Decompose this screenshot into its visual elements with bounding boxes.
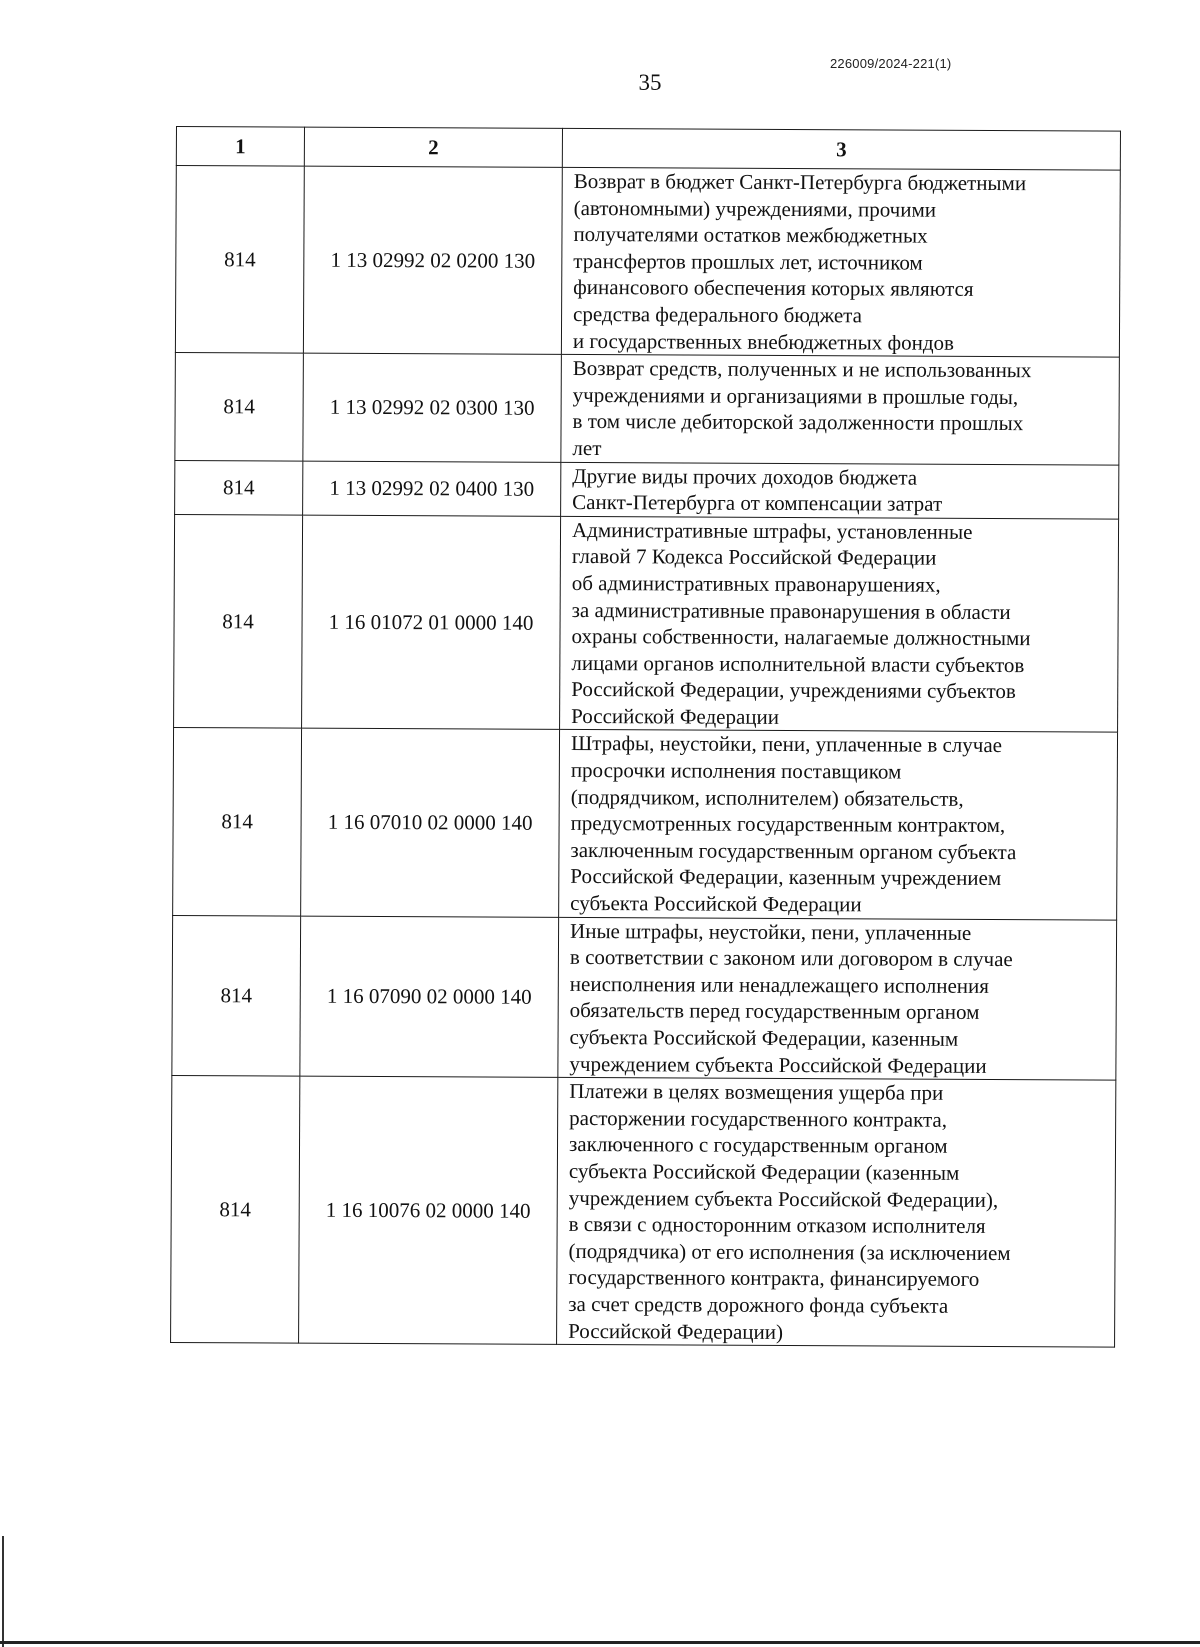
scan-edge-mark: [2, 1536, 4, 1647]
description-cell: Административные штрафы, установленные главой 7 Кодекса Российской Федерации об административных правонарушениях, за административные правонарушения в области охраны собственности, налагаемые должностными лицами органов исполнительной власти субъектов Российской Федерации, учреждениями субъектов Российской Федерации: [560, 516, 1119, 732]
admin-code-cell: 814: [173, 728, 302, 916]
admin-code-cell: 814: [175, 353, 304, 461]
table-row: [175, 353, 1120, 465]
page-number: 35: [638, 70, 662, 95]
revenue-code-cell: 1 16 07090 02 0000 140: [300, 916, 559, 1078]
column-header-1: 1: [176, 127, 304, 167]
revenue-code-cell: 1 13 02992 02 0200 130: [303, 166, 562, 354]
scan-bottom-edge: [0, 1641, 1200, 1644]
table-row: [171, 1076, 1116, 1348]
revenue-code-cell: 1 16 01072 01 0000 140: [302, 515, 561, 730]
table-row: [175, 460, 1119, 519]
table-row: [173, 728, 1118, 920]
description-cell: Иные штрафы, неустойки, пени, уплаченные в соответствии с законом или договором в случае неисполнения или ненадлежащего исполнения обязательств перед государственным органом субъекта Российской Федерации, казенным учреждением субъекта Российской Федерации: [558, 917, 1117, 1080]
description-cell: Возврат в бюджет Санкт-Петербурга бюджетными (автономными) учреждениями, прочими получателями остатков межбюджетных трансфертов прошлых лет, источником финансового обеспечения которых являются средства федерального бюджета и государственных внебюджетных фондов: [561, 167, 1120, 357]
revenue-code-cell: 1 13 02992 02 0400 130: [303, 461, 561, 516]
admin-code-cell: 814: [172, 915, 301, 1076]
admin-code-cell: 814: [175, 166, 304, 354]
revenue-code-cell: 1 16 07010 02 0000 140: [301, 729, 560, 917]
revenue-code-cell: 1 16 10076 02 0000 140: [299, 1076, 558, 1344]
column-header-2: 2: [304, 127, 562, 167]
document-number: 226009/2024-221(1): [830, 56, 952, 71]
description-cell: Другие виды прочих доходов бюджета Санкт-Петербурга от компенсации затрат: [561, 462, 1119, 519]
revenue-code-cell: 1 13 02992 02 0300 130: [303, 353, 562, 462]
admin-code-cell: 814: [174, 514, 303, 728]
admin-code-cell: 814: [171, 1076, 300, 1344]
admin-code-cell: 814: [175, 460, 303, 515]
description-cell: Платежи в целях возмещения ущерба при расторжении государственного контракта, заключенного с государственным органом субъекта Российской Федерации (казенным учреждением субъекта Российской Федерации), в связи с односторонним отказом исполнителя (подрядчика) от его исполнения (за исключением государственного контракта, финансируемого за счет средств дорожного фонда субъекта Российской Федерации): [557, 1078, 1116, 1348]
table-row: [175, 166, 1120, 358]
table-header-row: [176, 127, 1120, 171]
table-row: [172, 915, 1117, 1080]
column-header-3: 3: [562, 128, 1120, 170]
table-row: [174, 514, 1119, 732]
description-cell: Штрафы, неустойки, пени, уплаченные в случае просрочки исполнения поставщиком (подрядчиком, исполнителем) обязательств, предусмотренных государственным контрактом, заключенным государственным органом субъекта Российской Федерации, казенным учреждением субъекта Российской Федерации: [559, 730, 1118, 920]
description-cell: Возврат средств, полученных и не использованных учреждениями и организациями в прошлые годы, в том числе дебиторской задолженности прошлых лет: [561, 355, 1120, 465]
revenue-codes-table: [170, 126, 1121, 1348]
